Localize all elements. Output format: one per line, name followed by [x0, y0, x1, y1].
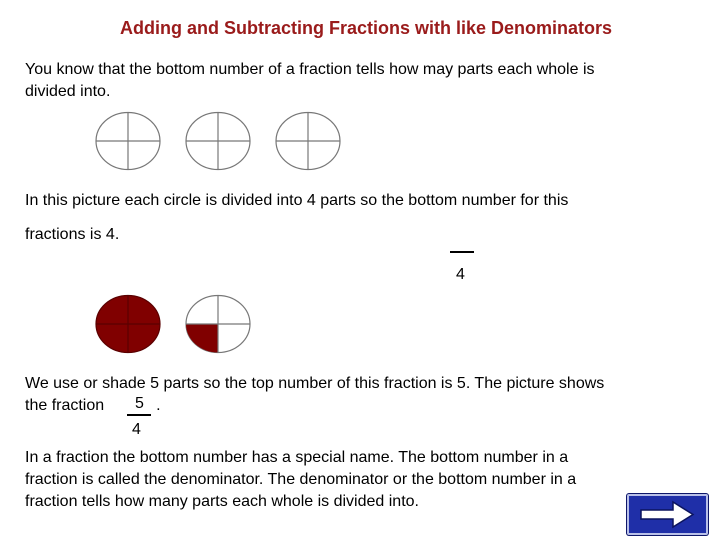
fraction-denominator-2: 4 [132, 421, 141, 438]
fraction-denominator-1: 4 [456, 266, 465, 283]
intro-paragraph [25, 59, 595, 103]
fraction-numerator-2: 5 [135, 395, 144, 412]
intro-line-1: You know that the bottom number of a fraction tells how may parts each whole is [25, 61, 595, 78]
circle-quarters-2 [184, 111, 252, 171]
parts-paragraph [25, 184, 568, 252]
denominator-line-1: In a fraction the bottom number has a special name. The bottom number in a [25, 449, 569, 466]
shade-line-2-prefix: the fraction [25, 397, 105, 414]
fraction-bar-1 [450, 251, 474, 253]
circle-quarters-3 [274, 111, 342, 171]
denominator-line-2: fraction is called the denominator. The denominator or the bottom number in a [25, 471, 577, 488]
shade-line-2 [25, 395, 604, 417]
page-title: Adding and Subtracting Fractions with like Denominators [119, 18, 613, 38]
fraction-bar-2 [127, 414, 151, 416]
circle-quarters-1 [94, 111, 162, 171]
denominator-paragraph [25, 447, 576, 513]
next-slide-button[interactable] [627, 494, 708, 535]
intro-line-2: divided into. [25, 83, 111, 100]
shade-line-1: We use or shade 5 parts so the top number of this fraction is 5. The picture shows [25, 375, 605, 392]
parts-line-1: In this picture each circle is divided into 4 parts so the bottom number for this [25, 192, 569, 209]
circle-one-quarter-shaded [184, 294, 252, 354]
shade-line-2-suffix: . [156, 397, 161, 414]
parts-line-2: fractions is 4. [25, 226, 120, 243]
denominator-line-3: fraction tells how many parts each whole is divided into. [25, 493, 419, 510]
right-arrow-icon [629, 496, 706, 533]
circle-fully-shaded [94, 294, 162, 354]
shade-paragraph [25, 373, 604, 417]
